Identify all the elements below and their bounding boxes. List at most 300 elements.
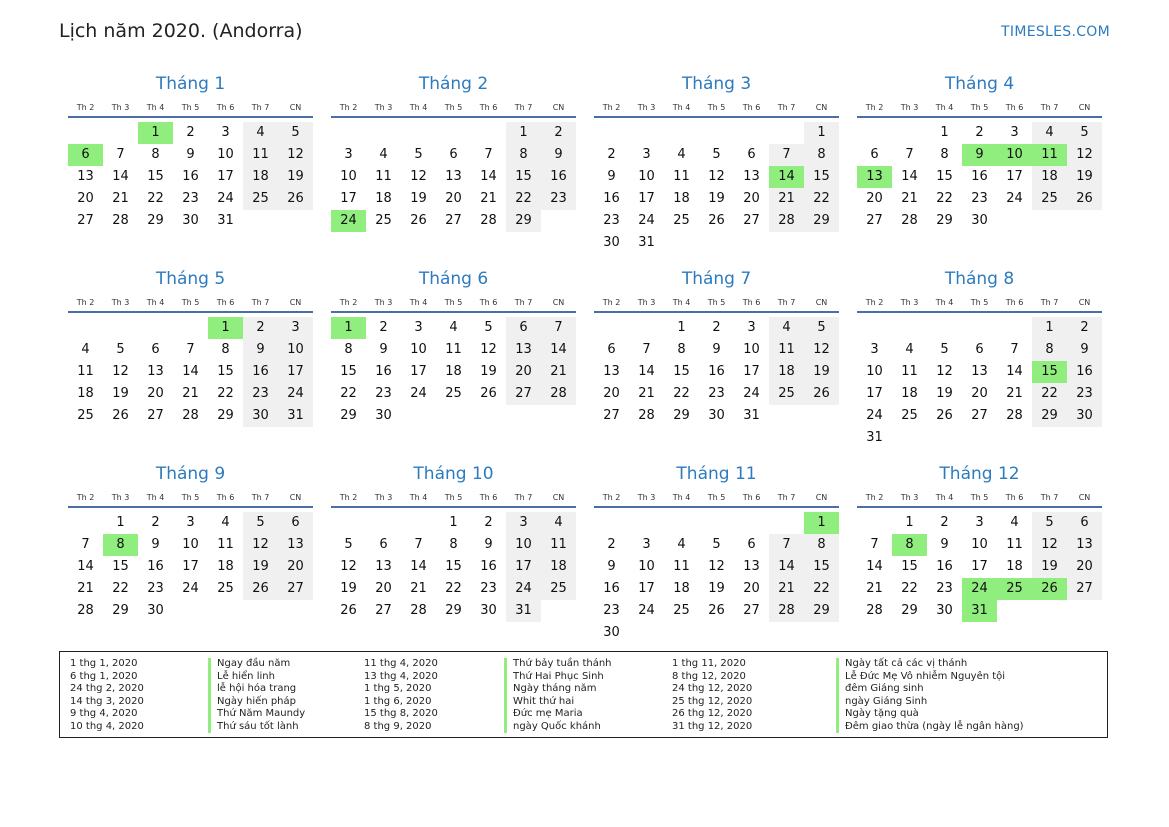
empty-cell bbox=[68, 317, 103, 339]
day-cell: 3 bbox=[1010, 125, 1019, 140]
day-cell: 15 bbox=[217, 364, 234, 379]
day-cell: 6 bbox=[506, 317, 541, 339]
day-cell: 16 bbox=[708, 364, 725, 379]
day-cell: 3 bbox=[642, 147, 651, 162]
day-cell: 6 bbox=[747, 147, 756, 162]
day-grid bbox=[594, 122, 839, 254]
day-cell: 13 bbox=[375, 559, 392, 574]
day-cell: 17 bbox=[1006, 169, 1023, 184]
holiday-day: 24 bbox=[331, 210, 366, 232]
weekday-label: CN bbox=[289, 493, 302, 502]
day-cell: 22 bbox=[1032, 383, 1067, 405]
weekday-label: Th 2 bbox=[339, 298, 358, 307]
day-cell: 4 bbox=[379, 147, 388, 162]
day-cell: 31 bbox=[743, 408, 760, 423]
day-cell: 18 bbox=[673, 581, 690, 596]
day-cell: 9 bbox=[607, 169, 616, 184]
day-cell: 7 bbox=[642, 342, 651, 357]
legend-date: 13 thg 4, 2020 bbox=[364, 670, 438, 682]
legend-holiday-name: Thứ Năm Maundy bbox=[208, 708, 305, 721]
day-cell: 28 bbox=[182, 408, 199, 423]
day-cell: 5 bbox=[1067, 122, 1102, 144]
day-cell: 18 bbox=[217, 559, 234, 574]
day-cell: 3 bbox=[975, 515, 984, 530]
weekday-label: Th 2 bbox=[76, 298, 95, 307]
weekday-label: Th 5 bbox=[181, 298, 200, 307]
weekday-label: Th 3 bbox=[900, 298, 919, 307]
legend-date: 1 thg 1, 2020 bbox=[70, 658, 138, 669]
day-cell: 11 bbox=[243, 144, 278, 166]
day-cell: 12 bbox=[936, 364, 953, 379]
month-title: Tháng 6 bbox=[418, 269, 489, 289]
day-cell: 12 bbox=[804, 339, 839, 361]
day-cell: 23 bbox=[375, 386, 392, 401]
weekday-label: Th 6 bbox=[742, 298, 761, 307]
day-cell: 6 bbox=[379, 537, 388, 552]
day-cell: 8 bbox=[804, 534, 839, 556]
day-cell: 8 bbox=[1032, 339, 1067, 361]
day-cell: 15 bbox=[901, 559, 918, 574]
day-cell: 16 bbox=[603, 191, 620, 206]
day-cell: 11 bbox=[673, 559, 690, 574]
day-cell: 19 bbox=[480, 364, 497, 379]
day-grid bbox=[594, 317, 839, 427]
day-cell: 1 bbox=[804, 122, 839, 144]
day-cell: 18 bbox=[901, 386, 918, 401]
day-cell: 13 bbox=[506, 339, 541, 361]
day-cell: 2 bbox=[186, 125, 195, 140]
day-cell: 30 bbox=[936, 603, 953, 618]
day-cell: 10 bbox=[506, 534, 541, 556]
day-cell: 17 bbox=[638, 581, 655, 596]
holiday-day: 25 bbox=[997, 578, 1032, 600]
day-cell: 25 bbox=[217, 581, 234, 596]
day-cell: 11 bbox=[217, 537, 234, 552]
day-cell: 19 bbox=[708, 581, 725, 596]
legend-date: 24 thg 2, 2020 bbox=[70, 683, 144, 694]
holiday-day: 1 bbox=[208, 317, 243, 339]
day-cell: 22 bbox=[147, 191, 164, 206]
day-cell: 24 bbox=[506, 578, 541, 600]
day-cell: 30 bbox=[182, 213, 199, 228]
day-cell: 26 bbox=[1067, 188, 1102, 210]
day-cell: 14 bbox=[769, 556, 804, 578]
month-title: Tháng 7 bbox=[681, 269, 752, 289]
day-cell: 12 bbox=[278, 144, 313, 166]
day-grid bbox=[331, 122, 576, 232]
weekday-label: Th 4 bbox=[146, 298, 165, 307]
weekday-label: Th 3 bbox=[637, 298, 656, 307]
day-cell: 5 bbox=[116, 342, 125, 357]
weekday-label: Th 2 bbox=[602, 103, 621, 112]
day-cell: 23 bbox=[603, 213, 620, 228]
legend-holiday-name: Thứ Hai Phục Sinh bbox=[504, 671, 612, 684]
legend-date: 31 thg 12, 2020 bbox=[672, 720, 753, 732]
day-grid bbox=[331, 317, 576, 427]
day-cell: 8 bbox=[940, 147, 949, 162]
day-cell: 5 bbox=[712, 537, 721, 552]
day-cell: 17 bbox=[866, 386, 883, 401]
day-cell: 22 bbox=[340, 386, 357, 401]
day-cell: 27 bbox=[375, 603, 392, 618]
weekday-label: CN bbox=[289, 103, 302, 112]
weekday-label: Th 4 bbox=[672, 493, 691, 502]
day-cell: 26 bbox=[278, 188, 313, 210]
weekday-label: Th 7 bbox=[777, 298, 796, 307]
day-cell: 28 bbox=[866, 603, 883, 618]
day-cell: 4 bbox=[677, 537, 686, 552]
day-cell: 20 bbox=[147, 386, 164, 401]
weekday-label: Th 2 bbox=[339, 103, 358, 112]
empty-cell bbox=[857, 512, 892, 534]
legend-names-column bbox=[208, 658, 305, 733]
day-cell: 14 bbox=[410, 559, 427, 574]
weekday-label: Th 4 bbox=[935, 103, 954, 112]
day-cell: 17 bbox=[638, 191, 655, 206]
day-cell: 10 bbox=[340, 169, 357, 184]
holiday-day: 6 bbox=[68, 144, 103, 166]
day-cell: 12 bbox=[708, 559, 725, 574]
day-cell: 19 bbox=[278, 166, 313, 188]
day-cell: 19 bbox=[1067, 166, 1102, 188]
weekday-header bbox=[857, 102, 1102, 118]
day-cell: 4 bbox=[1032, 122, 1067, 144]
empty-cell bbox=[103, 317, 138, 339]
day-cell: 28 bbox=[77, 603, 94, 618]
day-cell: 20 bbox=[603, 386, 620, 401]
day-cell: 21 bbox=[769, 578, 804, 600]
day-cell: 27 bbox=[866, 213, 883, 228]
month-title: Tháng 9 bbox=[155, 464, 226, 484]
weekday-label: Th 6 bbox=[216, 493, 235, 502]
day-cell: 28 bbox=[410, 603, 427, 618]
month-5 bbox=[68, 267, 313, 462]
day-cell: 21 bbox=[77, 581, 94, 596]
day-cell: 23 bbox=[708, 386, 725, 401]
day-cell: 19 bbox=[936, 386, 953, 401]
holiday-day: 1 bbox=[804, 512, 839, 534]
day-cell: 12 bbox=[340, 559, 357, 574]
day-cell: 10 bbox=[182, 537, 199, 552]
day-cell: 2 bbox=[940, 515, 949, 530]
day-cell: 16 bbox=[1067, 361, 1102, 383]
day-cell: 29 bbox=[340, 408, 357, 423]
day-cell: 2 bbox=[379, 320, 388, 335]
day-cell: 7 bbox=[186, 342, 195, 357]
weekday-label: Th 5 bbox=[444, 493, 463, 502]
day-cell: 8 bbox=[344, 342, 353, 357]
weekday-label: Th 2 bbox=[602, 298, 621, 307]
weekday-label: Th 5 bbox=[181, 103, 200, 112]
weekday-label: Th 7 bbox=[777, 103, 796, 112]
day-cell: 2 bbox=[484, 515, 493, 530]
day-cell: 18 bbox=[1032, 166, 1067, 188]
weekday-label: CN bbox=[552, 493, 565, 502]
day-cell: 17 bbox=[506, 556, 541, 578]
weekday-header bbox=[68, 297, 313, 313]
day-cell: 29 bbox=[804, 600, 839, 622]
day-cell: 15 bbox=[936, 169, 953, 184]
day-cell: 10 bbox=[866, 364, 883, 379]
day-cell: 20 bbox=[743, 191, 760, 206]
day-cell: 16 bbox=[147, 559, 164, 574]
day-cell: 11 bbox=[375, 169, 392, 184]
holiday-day: 10 bbox=[997, 144, 1032, 166]
day-cell: 21 bbox=[866, 581, 883, 596]
weekday-header bbox=[857, 297, 1102, 313]
day-cell: 14 bbox=[1006, 364, 1023, 379]
day-cell: 30 bbox=[603, 625, 620, 640]
day-cell: 17 bbox=[340, 191, 357, 206]
day-cell: 22 bbox=[445, 581, 462, 596]
day-cell: 11 bbox=[445, 342, 462, 357]
day-cell: 3 bbox=[747, 320, 756, 335]
weekday-label: Th 3 bbox=[111, 298, 130, 307]
empty-cell bbox=[331, 122, 366, 144]
day-cell: 30 bbox=[480, 603, 497, 618]
weekday-label: Th 6 bbox=[216, 103, 235, 112]
legend-holiday-name: Lễ hiển linh bbox=[208, 671, 305, 684]
empty-cell bbox=[699, 122, 734, 144]
day-cell: 13 bbox=[743, 559, 760, 574]
empty-cell bbox=[68, 122, 103, 144]
month-title: Tháng 8 bbox=[944, 269, 1015, 289]
day-cell: 2 bbox=[1067, 317, 1102, 339]
weekday-label: CN bbox=[552, 103, 565, 112]
brand-link[interactable]: TIMESLES.COM bbox=[1001, 24, 1110, 40]
day-cell: 2 bbox=[151, 515, 160, 530]
weekday-label: Th 2 bbox=[76, 493, 95, 502]
empty-cell bbox=[629, 512, 664, 534]
day-cell: 29 bbox=[147, 213, 164, 228]
day-cell: 3 bbox=[506, 512, 541, 534]
legend-holiday-name: đêm Giáng sinh bbox=[836, 683, 1024, 696]
day-cell: 31 bbox=[866, 430, 883, 445]
day-cell: 24 bbox=[743, 386, 760, 401]
day-cell: 2 bbox=[541, 122, 576, 144]
day-cell: 6 bbox=[607, 342, 616, 357]
day-cell: 15 bbox=[445, 559, 462, 574]
day-cell: 22 bbox=[112, 581, 129, 596]
day-grid bbox=[857, 122, 1102, 232]
day-cell: 14 bbox=[112, 169, 129, 184]
weekday-label: Th 4 bbox=[146, 493, 165, 502]
day-cell: 26 bbox=[708, 603, 725, 618]
weekday-label: Th 6 bbox=[742, 493, 761, 502]
legend-holiday-name: Thứ bảy tuần thánh bbox=[504, 658, 612, 671]
day-cell: 30 bbox=[603, 235, 620, 250]
day-cell: 30 bbox=[971, 213, 988, 228]
legend-date: 11 thg 4, 2020 bbox=[364, 658, 438, 669]
day-cell: 8 bbox=[804, 144, 839, 166]
day-cell: 16 bbox=[541, 166, 576, 188]
day-cell: 29 bbox=[936, 213, 953, 228]
day-cell: 29 bbox=[1032, 405, 1067, 427]
day-cell: 22 bbox=[217, 386, 234, 401]
day-cell: 11 bbox=[673, 169, 690, 184]
day-cell: 12 bbox=[112, 364, 129, 379]
day-cell: 22 bbox=[804, 188, 839, 210]
empty-cell bbox=[331, 512, 366, 534]
day-cell: 25 bbox=[673, 603, 690, 618]
day-cell: 3 bbox=[642, 537, 651, 552]
day-cell: 26 bbox=[410, 213, 427, 228]
empty-cell bbox=[997, 317, 1032, 339]
day-cell: 1 bbox=[116, 515, 125, 530]
day-cell: 4 bbox=[1010, 515, 1019, 530]
day-cell: 6 bbox=[1067, 512, 1102, 534]
day-cell: 20 bbox=[445, 191, 462, 206]
weekday-label: Th 3 bbox=[637, 103, 656, 112]
weekday-header bbox=[68, 102, 313, 118]
day-cell: 28 bbox=[112, 213, 129, 228]
page-title: Lịch năm 2020. (Andorra) bbox=[59, 20, 303, 42]
holiday-day: 8 bbox=[103, 534, 138, 556]
day-cell: 23 bbox=[541, 188, 576, 210]
day-cell: 6 bbox=[449, 147, 458, 162]
day-cell: 29 bbox=[804, 210, 839, 232]
day-cell: 24 bbox=[1006, 191, 1023, 206]
day-cell: 15 bbox=[340, 364, 357, 379]
day-cell: 8 bbox=[677, 342, 686, 357]
legend-date: 15 thg 8, 2020 bbox=[364, 708, 438, 719]
day-cell: 16 bbox=[480, 559, 497, 574]
day-cell: 1 bbox=[905, 515, 914, 530]
day-cell: 11 bbox=[901, 364, 918, 379]
day-cell: 22 bbox=[673, 386, 690, 401]
empty-cell bbox=[962, 317, 997, 339]
weekday-header bbox=[594, 492, 839, 508]
day-cell: 25 bbox=[673, 213, 690, 228]
day-cell: 19 bbox=[804, 361, 839, 383]
holiday-day: 11 bbox=[1032, 144, 1067, 166]
day-cell: 29 bbox=[901, 603, 918, 618]
day-cell: 5 bbox=[414, 147, 423, 162]
day-cell: 25 bbox=[769, 383, 804, 405]
weekday-label: Th 5 bbox=[970, 103, 989, 112]
day-cell: 18 bbox=[673, 191, 690, 206]
day-grid bbox=[857, 512, 1102, 622]
month-8 bbox=[857, 267, 1102, 462]
day-cell: 13 bbox=[77, 169, 94, 184]
weekday-label: Th 3 bbox=[900, 493, 919, 502]
day-cell: 12 bbox=[480, 342, 497, 357]
day-cell: 28 bbox=[1006, 408, 1023, 423]
month-title: Tháng 4 bbox=[944, 74, 1015, 94]
day-cell: 4 bbox=[221, 515, 230, 530]
weekday-label: CN bbox=[1078, 103, 1091, 112]
legend-holiday-name: Ngày tặng quà bbox=[836, 708, 1024, 721]
day-cell: 9 bbox=[243, 339, 278, 361]
legend-date: 1 thg 6, 2020 bbox=[364, 695, 432, 707]
day-cell: 10 bbox=[743, 342, 760, 357]
day-cell: 19 bbox=[410, 191, 427, 206]
weekday-label: Th 4 bbox=[409, 493, 428, 502]
legend-holiday-name: ngày Quốc khánh bbox=[504, 721, 612, 734]
day-cell: 21 bbox=[410, 581, 427, 596]
empty-cell bbox=[173, 317, 208, 339]
day-cell: 25 bbox=[1032, 188, 1067, 210]
day-cell: 28 bbox=[769, 600, 804, 622]
holiday-day: 31 bbox=[962, 600, 997, 622]
weekday-label: Th 6 bbox=[1005, 298, 1024, 307]
weekday-header bbox=[331, 102, 576, 118]
day-cell: 27 bbox=[743, 213, 760, 228]
day-cell: 26 bbox=[112, 408, 129, 423]
day-cell: 14 bbox=[901, 169, 918, 184]
day-cell: 10 bbox=[971, 537, 988, 552]
empty-cell bbox=[366, 122, 401, 144]
legend-date: 26 thg 12, 2020 bbox=[672, 708, 753, 719]
weekday-label: Th 3 bbox=[111, 493, 130, 502]
day-cell: 16 bbox=[182, 169, 199, 184]
day-cell: 20 bbox=[971, 386, 988, 401]
weekday-label: Th 5 bbox=[970, 298, 989, 307]
month-10 bbox=[331, 462, 576, 657]
legend-holiday-name: lễ hội hóa trang bbox=[208, 683, 305, 696]
weekday-label: Th 7 bbox=[777, 493, 796, 502]
empty-cell bbox=[769, 512, 804, 534]
day-cell: 21 bbox=[182, 386, 199, 401]
weekday-label: Th 6 bbox=[1005, 493, 1024, 502]
day-cell: 11 bbox=[541, 534, 576, 556]
day-cell: 20 bbox=[506, 361, 541, 383]
legend-holiday-name: Thứ sáu tốt lành bbox=[208, 721, 305, 734]
day-cell: 18 bbox=[541, 556, 576, 578]
day-cell: 13 bbox=[278, 534, 313, 556]
day-cell: 1 bbox=[506, 122, 541, 144]
empty-cell bbox=[594, 122, 629, 144]
empty-cell bbox=[664, 122, 699, 144]
day-cell: 16 bbox=[603, 581, 620, 596]
day-cell: 30 bbox=[708, 408, 725, 423]
day-cell: 3 bbox=[221, 125, 230, 140]
day-grid bbox=[68, 317, 313, 427]
weekday-label: Th 7 bbox=[514, 103, 533, 112]
day-cell: 7 bbox=[905, 147, 914, 162]
weekday-label: Th 6 bbox=[479, 103, 498, 112]
legend-names-column bbox=[504, 658, 612, 733]
weekday-label: Th 2 bbox=[76, 103, 95, 112]
day-cell: 19 bbox=[340, 581, 357, 596]
empty-cell bbox=[366, 512, 401, 534]
day-cell: 1 bbox=[1032, 317, 1067, 339]
legend-holiday-name: ngày Giáng Sinh bbox=[836, 696, 1024, 709]
day-cell: 30 bbox=[1067, 405, 1102, 427]
day-grid bbox=[857, 317, 1102, 449]
day-cell: 27 bbox=[445, 213, 462, 228]
day-cell: 27 bbox=[278, 578, 313, 600]
holiday-legend bbox=[59, 651, 1108, 738]
legend-date: 24 thg 12, 2020 bbox=[672, 683, 753, 694]
day-cell: 15 bbox=[506, 166, 541, 188]
day-cell: 15 bbox=[112, 559, 129, 574]
day-cell: 22 bbox=[804, 578, 839, 600]
day-cell: 24 bbox=[638, 213, 655, 228]
day-cell: 31 bbox=[217, 213, 234, 228]
calendar-grid bbox=[68, 72, 1101, 657]
weekday-label: Th 7 bbox=[1040, 103, 1059, 112]
weekday-header bbox=[331, 297, 576, 313]
day-cell: 9 bbox=[186, 147, 195, 162]
day-cell: 27 bbox=[1067, 578, 1102, 600]
day-cell: 10 bbox=[278, 339, 313, 361]
day-cell: 6 bbox=[151, 342, 160, 357]
day-cell: 4 bbox=[541, 512, 576, 534]
month-title: Tháng 5 bbox=[155, 269, 226, 289]
day-cell: 25 bbox=[77, 408, 94, 423]
day-cell: 13 bbox=[971, 364, 988, 379]
